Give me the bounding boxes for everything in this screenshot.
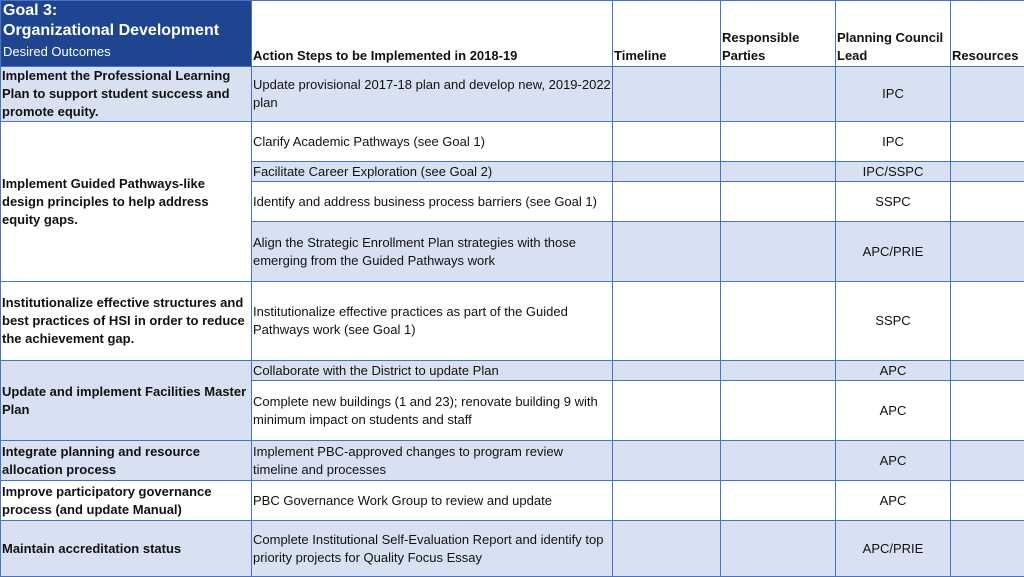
action-step: Complete new buildings (1 and 23); renovate building 9 with minimum impact on students and staff bbox=[252, 381, 613, 441]
timeline-header: Timeline bbox=[613, 1, 721, 67]
resources-header: Resources bbox=[951, 1, 1024, 67]
lead-cell: SSPC bbox=[836, 182, 951, 222]
lead-cell: APC bbox=[836, 481, 951, 521]
timeline-cell bbox=[613, 521, 721, 577]
responsible-cell bbox=[721, 381, 836, 441]
resources-cell bbox=[951, 481, 1024, 521]
action-step: Update provisional 2017-18 plan and develop new, 2019-2022 plan bbox=[252, 67, 613, 122]
resources-cell bbox=[951, 361, 1024, 381]
responsible-cell bbox=[721, 222, 836, 282]
action-step: Institutionalize effective practices as part of the Guided Pathways work (see Goal 1) bbox=[252, 282, 613, 361]
action-step: Align the Strategic Enrollment Plan strategies with those emerging from the Guided Pathways work bbox=[252, 222, 613, 282]
outcome-hsi-structures: Institutionalize effective structures and best practices of HSI in order to reduce the achievement gap. bbox=[1, 282, 252, 361]
lead-cell: IPC bbox=[836, 122, 951, 162]
lead-cell: SSPC bbox=[836, 282, 951, 361]
desired-outcomes-header: Desired Outcomes bbox=[3, 43, 249, 61]
timeline-cell bbox=[613, 481, 721, 521]
timeline-cell bbox=[613, 67, 721, 122]
outcome-accreditation: Maintain accreditation status bbox=[1, 521, 252, 577]
goal-title: Goal 3: bbox=[3, 1, 249, 21]
timeline-cell bbox=[613, 441, 721, 481]
timeline-cell bbox=[613, 282, 721, 361]
table-row bbox=[1, 481, 1024, 521]
responsible-cell bbox=[721, 282, 836, 361]
goal-header-cell bbox=[1, 1, 252, 67]
responsible-cell bbox=[721, 67, 836, 122]
timeline-cell bbox=[613, 122, 721, 162]
outcome-professional-learning: Implement the Professional Learning Plan to support student success and promote equity. bbox=[1, 67, 252, 122]
responsible-cell bbox=[721, 481, 836, 521]
resources-cell bbox=[951, 182, 1024, 222]
action-step: Clarify Academic Pathways (see Goal 1) bbox=[252, 122, 613, 162]
action-step: Collaborate with the District to update Plan bbox=[252, 361, 613, 381]
responsible-parties-header: Responsible Parties bbox=[721, 1, 836, 67]
timeline-cell bbox=[613, 381, 721, 441]
resources-cell bbox=[951, 67, 1024, 122]
responsible-cell bbox=[721, 441, 836, 481]
timeline-cell bbox=[613, 222, 721, 282]
responsible-cell bbox=[721, 182, 836, 222]
lead-cell: APC bbox=[836, 441, 951, 481]
responsible-cell bbox=[721, 162, 836, 182]
table-row bbox=[1, 282, 1024, 361]
action-step: Complete Institutional Self-Evaluation Report and identify top priority projects for Quality Focus Essay bbox=[252, 521, 613, 577]
action-step: Identify and address business process barriers (see Goal 1) bbox=[252, 182, 613, 222]
lead-cell: APC/PRIE bbox=[836, 222, 951, 282]
timeline-cell bbox=[613, 361, 721, 381]
outcome-guided-pathways: Implement Guided Pathways-like design principles to help address equity gaps. bbox=[1, 122, 252, 282]
lead-cell: APC bbox=[836, 381, 951, 441]
outcome-facilities-master-plan: Update and implement Facilities Master Plan bbox=[1, 361, 252, 441]
responsible-cell bbox=[721, 122, 836, 162]
action-step: Facilitate Career Exploration (see Goal 2) bbox=[252, 162, 613, 182]
resources-cell bbox=[951, 222, 1024, 282]
table-header-row bbox=[1, 1, 1024, 67]
table-row bbox=[1, 521, 1024, 577]
timeline-cell bbox=[613, 182, 721, 222]
table-row bbox=[1, 67, 1024, 122]
resources-cell bbox=[951, 521, 1024, 577]
planning-council-lead-header: Planning Council Lead bbox=[836, 1, 951, 67]
resources-cell bbox=[951, 381, 1024, 441]
outcome-participatory-governance: Improve participatory governance process (and update Manual) bbox=[1, 481, 252, 521]
lead-cell: IPC/SSPC bbox=[836, 162, 951, 182]
action-step: PBC Governance Work Group to review and update bbox=[252, 481, 613, 521]
timeline-cell bbox=[613, 162, 721, 182]
goal-name: Organizational Development bbox=[3, 21, 249, 41]
responsible-cell bbox=[721, 521, 836, 577]
resources-cell bbox=[951, 282, 1024, 361]
responsible-cell bbox=[721, 361, 836, 381]
resources-cell bbox=[951, 441, 1024, 481]
table-row bbox=[1, 441, 1024, 481]
lead-cell: APC bbox=[836, 361, 951, 381]
table-row bbox=[1, 361, 1024, 381]
resources-cell bbox=[951, 122, 1024, 162]
outcome-planning-resource-allocation: Integrate planning and resource allocation process bbox=[1, 441, 252, 481]
lead-cell: APC/PRIE bbox=[836, 521, 951, 577]
action-step: Implement PBC-approved changes to program review timeline and processes bbox=[252, 441, 613, 481]
lead-cell: IPC bbox=[836, 67, 951, 122]
resources-cell bbox=[951, 162, 1024, 182]
table-row bbox=[1, 122, 1024, 162]
action-steps-header: Action Steps to be Implemented in 2018-19 bbox=[252, 1, 613, 67]
